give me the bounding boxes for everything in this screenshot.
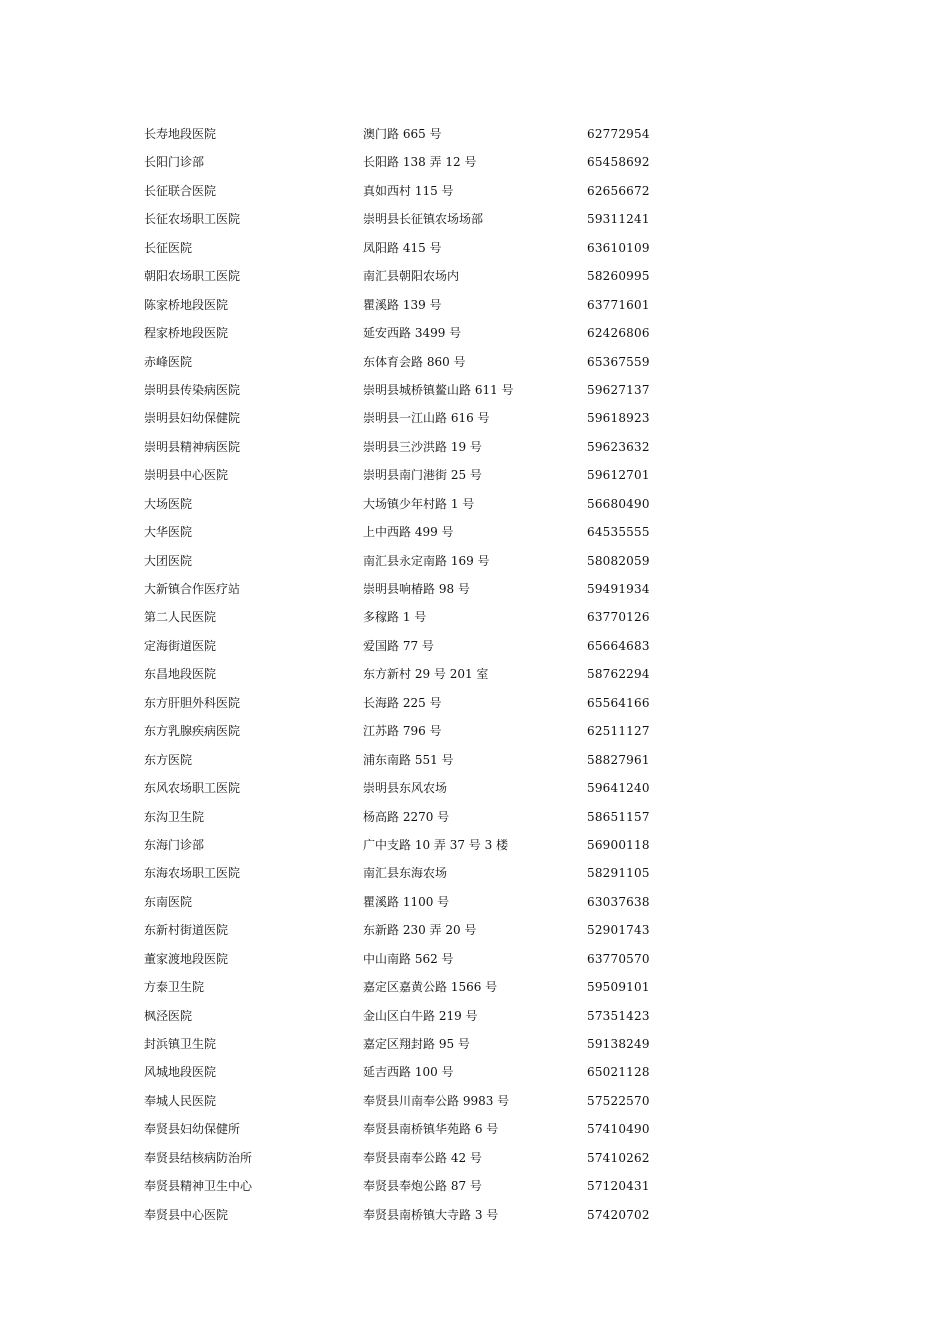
table-row (144, 1172, 704, 1200)
hospital-name: 长征医院 (144, 240, 193, 255)
hospital-name: 赤峰医院 (144, 354, 193, 369)
hospital-address: 真如西村 115 号 (363, 183, 454, 198)
table-row (144, 1030, 704, 1058)
hospital-phone: 65367559 (587, 354, 650, 369)
hospital-address: 延安西路 3499 号 (363, 326, 462, 341)
hospital-name: 大场医院 (144, 496, 193, 511)
hospital-name: 崇明县传染病医院 (144, 382, 241, 397)
hospital-name: 风城地段医院 (144, 1065, 217, 1080)
hospital-name: 东风农场职工医院 (144, 781, 241, 796)
table-row (144, 660, 704, 688)
hospital-name: 定海街道医院 (144, 638, 217, 653)
hospital-name: 奉贤县中心医院 (144, 1207, 229, 1222)
hospital-address: 长阳路 138 弄 12 号 (363, 155, 477, 170)
table-row (144, 916, 704, 944)
table-row (144, 945, 704, 973)
hospital-name: 奉贤县精神卫生中心 (144, 1179, 253, 1194)
table-row (144, 973, 704, 1001)
hospital-address: 南汇县永定南路 169 号 (363, 553, 490, 568)
hospital-address: 南汇县朝阳农场内 (363, 269, 460, 284)
hospital-phone: 65564166 (587, 695, 650, 710)
table-row (144, 575, 704, 603)
hospital-phone: 58291105 (587, 866, 650, 881)
hospital-phone: 59311241 (587, 212, 650, 227)
hospital-directory-list (144, 120, 704, 1229)
hospital-address: 嘉定区翔封路 95 号 (363, 1037, 470, 1051)
table-row (144, 803, 704, 831)
hospital-address: 上中西路 499 号 (363, 525, 454, 540)
table-row (144, 1087, 704, 1115)
hospital-address: 中山南路 562 号 (363, 951, 454, 966)
hospital-address: 奉贤县南桥镇大寺路 3 号 (363, 1207, 499, 1222)
table-row (144, 291, 704, 319)
table-row (144, 234, 704, 262)
hospital-address: 大场镇少年村路 1 号 (363, 496, 475, 511)
hospital-name: 东沟卫生院 (144, 809, 205, 824)
hospital-address: 崇明县南门港街 25 号 (363, 468, 482, 483)
hospital-phone: 59138249 (587, 1037, 650, 1051)
table-row (144, 205, 704, 233)
hospital-phone: 58651157 (587, 809, 650, 824)
hospital-name: 东南医院 (144, 894, 193, 909)
hospital-phone: 57420702 (587, 1207, 650, 1222)
hospital-name: 方泰卫生院 (144, 980, 205, 995)
table-row (144, 376, 704, 404)
hospital-address: 东体育会路 860 号 (363, 354, 466, 369)
hospital-name: 东昌地段医院 (144, 667, 217, 682)
hospital-phone: 59623632 (587, 439, 650, 454)
hospital-phone: 62426806 (587, 326, 650, 341)
hospital-phone: 56680490 (587, 496, 650, 511)
hospital-phone: 63770126 (587, 610, 650, 625)
hospital-name: 崇明县妇幼保健院 (144, 411, 241, 426)
hospital-phone: 56900118 (587, 837, 650, 852)
table-row (144, 1002, 704, 1030)
hospital-address: 奉贤县南桥镇华苑路 6 号 (363, 1122, 499, 1137)
hospital-phone: 59491934 (587, 582, 650, 596)
hospital-phone: 59641240 (587, 781, 650, 796)
hospital-name: 第二人民医院 (144, 610, 217, 625)
hospital-address: 延吉西路 100 号 (363, 1065, 454, 1080)
table-row (144, 888, 704, 916)
table-row (144, 547, 704, 575)
table-row (144, 490, 704, 518)
hospital-address: 瞿溪路 139 号 (363, 297, 442, 312)
hospital-name: 大团医院 (144, 553, 193, 568)
table-row (144, 1058, 704, 1086)
hospital-name: 东海农场职工医院 (144, 866, 241, 881)
hospital-address: 崇明县一江山路 616 号 (363, 411, 490, 426)
table-row (144, 603, 704, 631)
hospital-phone: 63037638 (587, 894, 650, 909)
hospital-name: 崇明县中心医院 (144, 468, 229, 483)
table-row (144, 319, 704, 347)
hospital-name: 封浜镇卫生院 (144, 1037, 217, 1051)
hospital-address: 澳门路 665 号 (363, 127, 442, 141)
hospital-name: 奉城人民医院 (144, 1093, 217, 1108)
hospital-phone: 52901743 (587, 923, 650, 938)
hospital-name: 长阳门诊部 (144, 155, 205, 170)
table-row (144, 461, 704, 489)
hospital-phone: 57351423 (587, 1008, 650, 1023)
table-row (144, 177, 704, 205)
hospital-phone: 59618923 (587, 411, 650, 426)
hospital-address: 金山区白牛路 219 号 (363, 1008, 478, 1023)
hospital-name: 长征联合医院 (144, 183, 217, 198)
hospital-address: 崇明县东风农场 (363, 781, 448, 796)
hospital-address: 长海路 225 号 (363, 695, 442, 710)
hospital-address: 崇明县响椿路 98 号 (363, 582, 470, 596)
hospital-address: 奉贤县奉炮公路 87 号 (363, 1179, 482, 1194)
hospital-address: 南汇县东海农场 (363, 866, 448, 881)
hospital-address: 奉贤县南奉公路 42 号 (363, 1150, 482, 1165)
hospital-phone: 58082059 (587, 553, 650, 568)
hospital-name: 东方乳腺疾病医院 (144, 724, 241, 739)
hospital-name: 大新镇合作医疗站 (144, 582, 241, 596)
table-row (144, 518, 704, 546)
table-row (144, 1201, 704, 1229)
table-row (144, 433, 704, 461)
hospital-address: 浦东南路 551 号 (363, 752, 454, 767)
hospital-phone: 59627137 (587, 382, 650, 397)
table-row (144, 1144, 704, 1172)
hospital-phone: 57410490 (587, 1122, 650, 1137)
hospital-address: 崇明县三沙洪路 19 号 (363, 439, 482, 454)
table-row (144, 717, 704, 745)
hospital-name: 奉贤县妇幼保健所 (144, 1122, 241, 1137)
table-row (144, 348, 704, 376)
hospital-name: 东方肝胆外科医院 (144, 695, 241, 710)
table-row (144, 859, 704, 887)
hospital-phone: 65458692 (587, 155, 650, 170)
hospital-address: 崇明县长征镇农场场部 (363, 212, 484, 227)
hospital-phone: 57120431 (587, 1179, 650, 1194)
hospital-address: 杨高路 2270 号 (363, 809, 450, 824)
table-row (144, 632, 704, 660)
table-row (144, 689, 704, 717)
table-row (144, 1115, 704, 1143)
hospital-phone: 62772954 (587, 127, 650, 141)
hospital-address: 凤阳路 415 号 (363, 240, 442, 255)
table-row (144, 746, 704, 774)
hospital-address: 爱国路 77 号 (363, 638, 434, 653)
hospital-name: 大华医院 (144, 525, 193, 540)
hospital-name: 东方医院 (144, 752, 193, 767)
hospital-address: 奉贤县川南奉公路 9983 号 (363, 1093, 510, 1108)
hospital-phone: 57522570 (587, 1093, 650, 1108)
hospital-address: 东方新村 29 号 201 室 (363, 667, 489, 682)
table-row (144, 831, 704, 859)
hospital-phone: 62511127 (587, 724, 650, 739)
hospital-phone: 64535555 (587, 525, 650, 540)
table-row (144, 262, 704, 290)
hospital-address: 东新路 230 弄 20 号 (363, 923, 477, 938)
hospital-phone: 63771601 (587, 297, 650, 312)
hospital-name: 东海门诊部 (144, 837, 205, 852)
hospital-address: 江苏路 796 号 (363, 724, 442, 739)
hospital-phone: 58827961 (587, 752, 650, 767)
hospital-name: 董家渡地段医院 (144, 951, 229, 966)
hospital-address: 瞿溪路 1100 号 (363, 894, 450, 909)
hospital-address: 嘉定区嘉黄公路 1566 号 (363, 980, 498, 995)
hospital-phone: 65021128 (587, 1065, 650, 1080)
hospital-name: 陈家桥地段医院 (144, 297, 229, 312)
hospital-name: 崇明县精神病医院 (144, 439, 241, 454)
hospital-phone: 62656672 (587, 183, 650, 198)
table-row (144, 148, 704, 176)
hospital-name: 奉贤县结核病防治所 (144, 1150, 253, 1165)
hospital-phone: 63610109 (587, 240, 650, 255)
table-row (144, 404, 704, 432)
hospital-phone: 65664683 (587, 638, 650, 653)
hospital-name: 长寿地段医院 (144, 127, 217, 141)
hospital-phone: 59509101 (587, 980, 650, 995)
hospital-name: 长征农场职工医院 (144, 212, 241, 227)
hospital-name: 程家桥地段医院 (144, 326, 229, 341)
hospital-phone: 58762294 (587, 667, 650, 682)
hospital-name: 朝阳农场职工医院 (144, 269, 241, 284)
hospital-name: 东新村街道医院 (144, 923, 229, 938)
hospital-phone: 58260995 (587, 269, 650, 284)
hospital-phone: 57410262 (587, 1150, 650, 1165)
hospital-name: 枫泾医院 (144, 1008, 193, 1023)
hospital-address: 崇明县城桥镇鳌山路 611 号 (363, 382, 514, 397)
hospital-address: 多稼路 1 号 (363, 610, 427, 625)
table-row (144, 774, 704, 802)
hospital-phone: 63770570 (587, 951, 650, 966)
hospital-phone: 59612701 (587, 468, 650, 483)
table-row (144, 120, 704, 148)
hospital-address: 广中支路 10 弄 37 号 3 楼 (363, 837, 509, 852)
